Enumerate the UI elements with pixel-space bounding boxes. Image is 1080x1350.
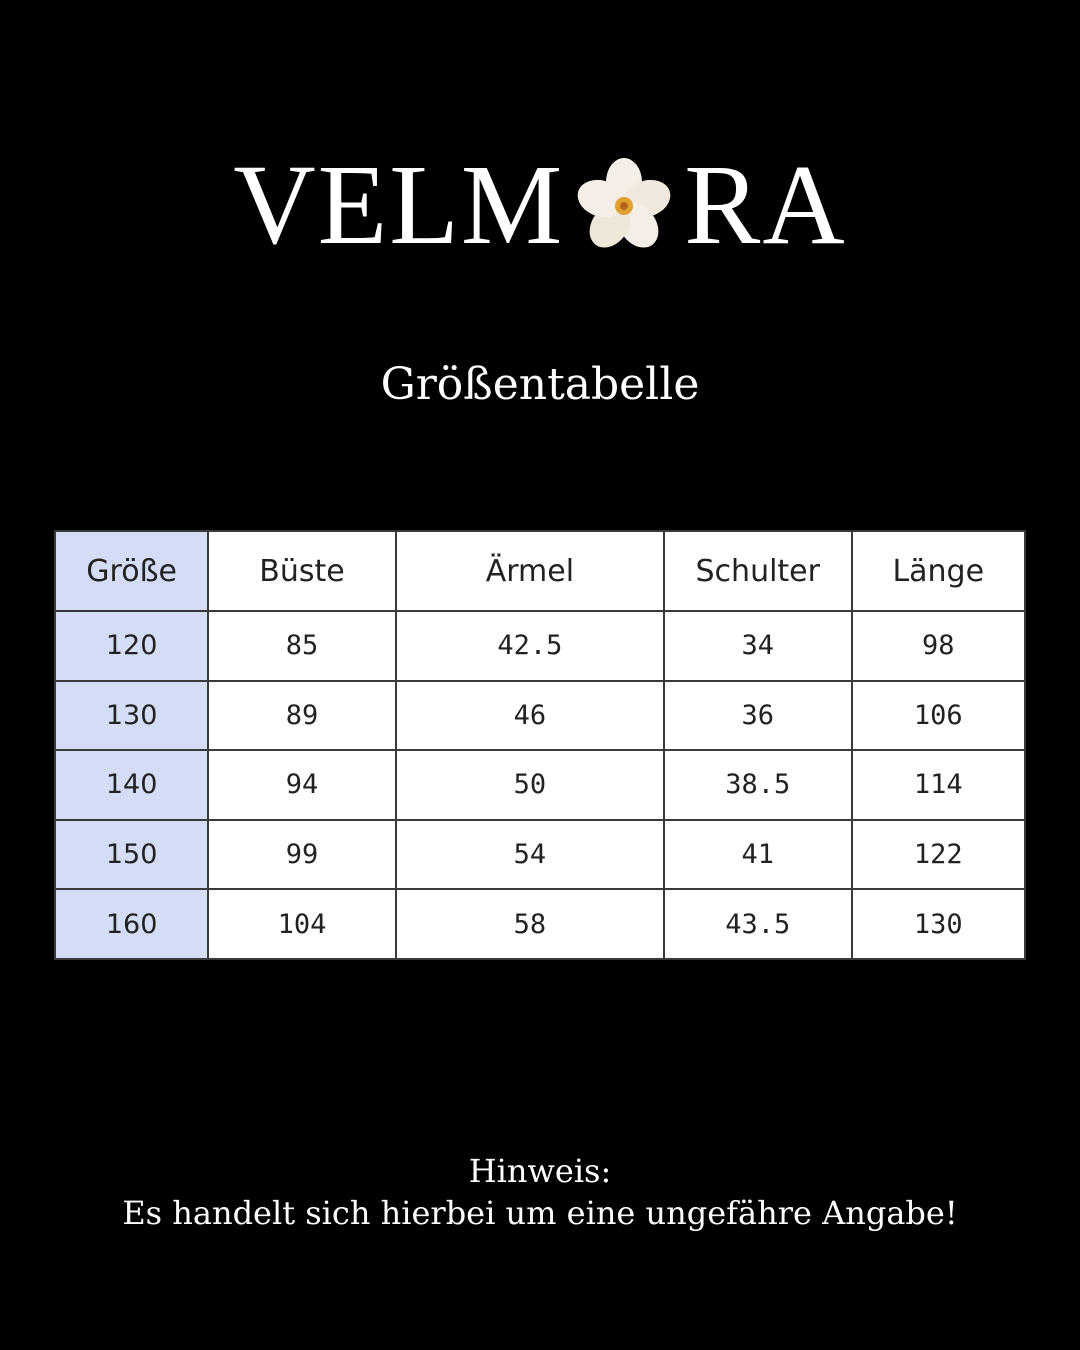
header-shoulder: Schulter bbox=[664, 531, 852, 611]
table-header-row bbox=[55, 531, 1025, 611]
cell-size: 150 bbox=[55, 820, 208, 890]
size-chart-table bbox=[54, 530, 1026, 960]
brand-name-left: VELM bbox=[233, 141, 565, 268]
cell-length: 114 bbox=[852, 750, 1025, 820]
cell-size: 140 bbox=[55, 750, 208, 820]
cell-length: 106 bbox=[852, 681, 1025, 751]
brand-logo bbox=[0, 141, 1080, 268]
flower-icon bbox=[568, 150, 680, 260]
cell-shoulder: 38.5 bbox=[664, 750, 852, 820]
table-row bbox=[55, 681, 1025, 751]
table-row bbox=[55, 889, 1025, 959]
cell-shoulder: 43.5 bbox=[664, 889, 852, 959]
cell-bust: 99 bbox=[208, 820, 396, 890]
note bbox=[0, 1150, 1080, 1234]
cell-bust: 94 bbox=[208, 750, 396, 820]
cell-sleeve: 42.5 bbox=[396, 611, 664, 681]
header-length: Länge bbox=[852, 531, 1025, 611]
cell-shoulder: 41 bbox=[664, 820, 852, 890]
note-label: Hinweis: bbox=[468, 1152, 612, 1190]
header-sleeve: Ärmel bbox=[396, 531, 664, 611]
cell-bust: 104 bbox=[208, 889, 396, 959]
table-row bbox=[55, 820, 1025, 890]
cell-sleeve: 50 bbox=[396, 750, 664, 820]
note-text: Es handelt sich hierbei um eine ungefähre Angabe! bbox=[122, 1194, 958, 1232]
cell-length: 98 bbox=[852, 611, 1025, 681]
cell-bust: 85 bbox=[208, 611, 396, 681]
page-title: Größentabelle bbox=[380, 359, 700, 410]
cell-shoulder: 36 bbox=[664, 681, 852, 751]
table-row bbox=[55, 611, 1025, 681]
header-bust: Büste bbox=[208, 531, 396, 611]
cell-size: 160 bbox=[55, 889, 208, 959]
table-row bbox=[55, 750, 1025, 820]
cell-size: 120 bbox=[55, 611, 208, 681]
cell-shoulder: 34 bbox=[664, 611, 852, 681]
cell-length: 130 bbox=[852, 889, 1025, 959]
cell-length: 122 bbox=[852, 820, 1025, 890]
cell-sleeve: 54 bbox=[396, 820, 664, 890]
brand-name-right: RA bbox=[684, 141, 847, 268]
cell-sleeve: 46 bbox=[396, 681, 664, 751]
cell-sleeve: 58 bbox=[396, 889, 664, 959]
cell-bust: 89 bbox=[208, 681, 396, 751]
cell-size: 130 bbox=[55, 681, 208, 751]
header-size: Größe bbox=[55, 531, 208, 611]
